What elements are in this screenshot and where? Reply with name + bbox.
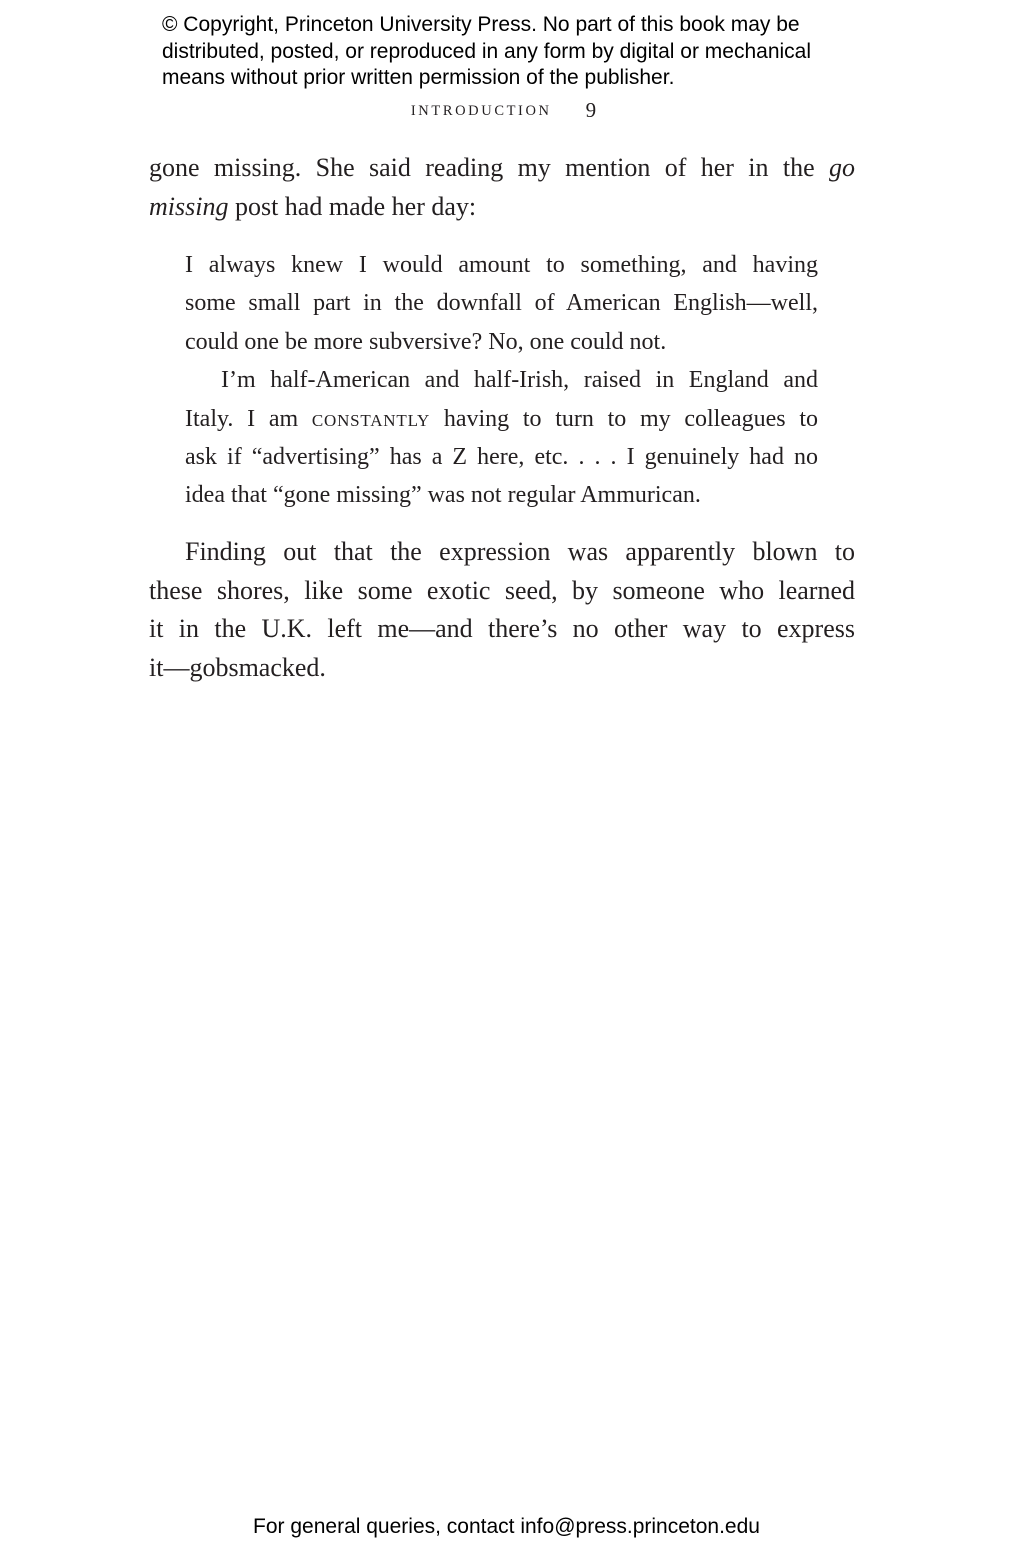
footer-text: For general queries, contact info@press.princeton.edu [253,1515,760,1538]
quote-line: I’m half-American and half-Irish, raised in England and [221,367,818,394]
copyright-notice [162,12,862,92]
paragraph-line: it—gobsmacked. [149,652,326,682]
text-run: having to turn to my colleagues to [430,405,819,432]
copyright-line: means without prior written permission of the publisher. [162,66,675,89]
footer-contact [0,1515,1013,1539]
paragraph-3 [149,533,855,687]
paragraph-line [149,149,855,188]
paragraph-line: it in the U.K. left me—and there’s no other way to express [149,614,855,643]
quote-line: ask if “advertising” has a Z here, etc. . . . I genuinely had no [185,444,818,471]
italic-text: go [829,153,855,182]
page-number: 9 [585,98,597,122]
running-head [0,96,1013,121]
paragraph-1 [149,149,855,226]
quote-line: some small part in the downfall of American English—well, [185,290,818,317]
paragraph-line: Finding out that the expression was apparently blown to [185,537,855,566]
quote-line: I always knew I would amount to something, and having [185,252,818,278]
quote-line [185,400,818,438]
quote-line: could one be more subversive? No, one could not. [185,328,667,355]
small-caps-text: constantly [311,405,431,432]
text-run: post had made her day: [228,191,477,221]
italic-text: missing [149,191,229,221]
paragraph-line: these shores, like some exotic seed, by someone who learned [149,575,855,605]
block-quote [185,246,818,515]
text-run: Italy. I am [185,405,312,432]
running-head-title: INTRODUCTION [410,103,552,119]
copyright-line: distributed, posted, or reproduced in any form by digital or mechanical [162,39,812,63]
paragraph-line [149,188,855,227]
quote-line: idea that “gone missing” was not regular Ammurican. [185,482,701,509]
copyright-line: © Copyright, Princeton University Press. No part of this book may be [162,13,800,36]
text-run: gone missing. She said reading my mention of her in the [149,153,829,182]
